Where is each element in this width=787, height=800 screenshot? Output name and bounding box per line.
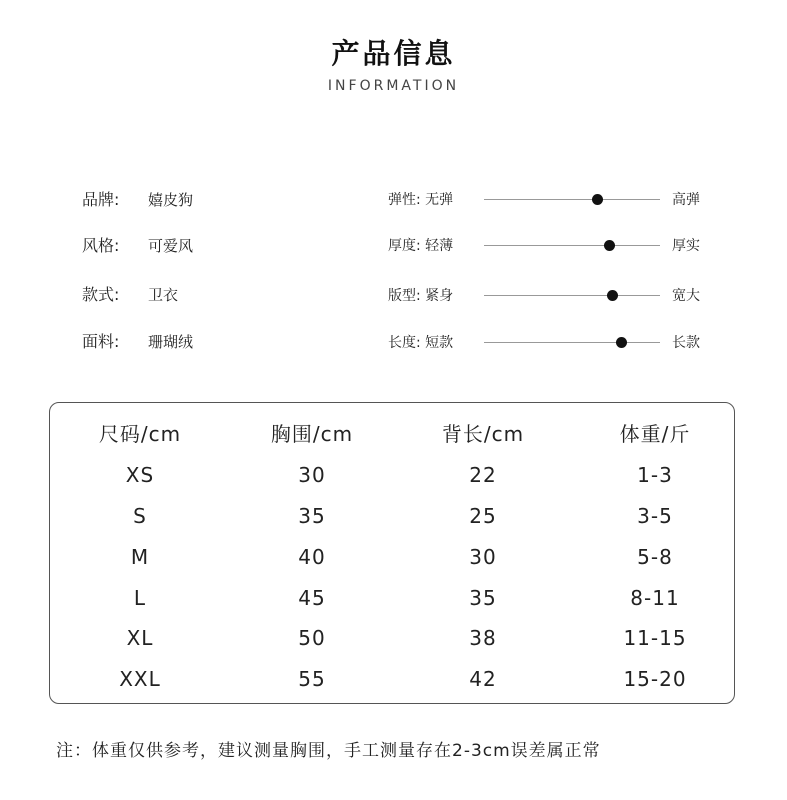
table-header-cell: 尺码/cm <box>98 422 182 446</box>
table-cell: M <box>130 545 150 569</box>
table-cell: 22 <box>469 463 497 487</box>
table-cell: 15-20 <box>623 667 687 691</box>
scale-max-label: 长款 <box>672 335 700 351</box>
attribute-key: 品牌: <box>82 190 120 209</box>
table-header-cell: 体重/斤 <box>619 422 691 446</box>
table-cell: 38 <box>469 626 497 650</box>
scale-track <box>484 342 660 343</box>
attribute-style <box>82 234 193 258</box>
table-header-row <box>50 419 736 449</box>
scale-max-label: 宽大 <box>672 288 700 304</box>
attribute-value: 嬉皮狗 <box>148 191 194 209</box>
table-cell: 8-11 <box>630 586 680 610</box>
scale-indicator-dot <box>604 240 615 251</box>
scale-max-label: 高弹 <box>672 192 700 208</box>
table-cell: 3-5 <box>637 504 673 528</box>
attribute-value: 珊瑚绒 <box>148 333 194 351</box>
table-row <box>50 664 736 694</box>
table-row <box>50 623 736 653</box>
table-cell: S <box>133 504 147 528</box>
table-cell: 11-15 <box>623 626 687 650</box>
table-cell: L <box>133 586 147 610</box>
attribute-key: 款式: <box>82 285 120 304</box>
table-cell: XS <box>125 463 155 487</box>
table-cell: 35 <box>298 504 326 528</box>
table-cell: 1-3 <box>637 463 673 487</box>
table-header-cell: 胸围/cm <box>270 422 354 446</box>
attribute-key: 风格: <box>82 236 120 255</box>
attribute-brand <box>82 188 193 212</box>
scale-indicator-dot <box>607 290 618 301</box>
table-cell: 42 <box>469 667 497 691</box>
table-cell: 5-8 <box>637 545 673 569</box>
table-cell: 30 <box>469 545 497 569</box>
table-cell: 40 <box>298 545 326 569</box>
table-cell: 30 <box>298 463 326 487</box>
page-subtitle: INFORMATION <box>327 78 460 94</box>
scale-track <box>484 295 660 296</box>
table-header-cell: 背长/cm <box>441 422 525 446</box>
attribute-value: 卫衣 <box>148 286 179 304</box>
scale-thickness <box>388 234 718 258</box>
table-row <box>50 583 736 613</box>
scale-length <box>388 331 718 355</box>
table-cell: XXL <box>119 667 161 691</box>
table-cell: 25 <box>469 504 497 528</box>
size-table <box>49 402 735 704</box>
attribute-value: 可爱风 <box>148 237 194 255</box>
scale-label: 版型: 紧身 <box>388 288 454 304</box>
table-cell: 55 <box>298 667 326 691</box>
scale-label: 弹性: 无弹 <box>388 192 454 208</box>
scale-max-label: 厚实 <box>672 238 700 254</box>
table-row <box>50 542 736 572</box>
scale-elasticity <box>388 188 718 212</box>
scale-track <box>484 199 660 200</box>
scale-label: 长度: 短款 <box>388 335 454 351</box>
scale-fit <box>388 284 718 308</box>
table-cell: 45 <box>298 586 326 610</box>
table-cell: XL <box>126 626 154 650</box>
table-cell: 50 <box>298 626 326 650</box>
scale-indicator-dot <box>616 337 627 348</box>
table-cell: 35 <box>469 586 497 610</box>
scale-indicator-dot <box>592 194 603 205</box>
scale-track <box>484 245 660 246</box>
table-row <box>50 460 736 490</box>
attribute-fabric <box>82 330 193 354</box>
attribute-type <box>82 283 178 307</box>
footnote: 注：体重仅供参考，建议测量胸围，手工测量存在2-3cm误差属正常 <box>56 741 601 761</box>
table-row <box>50 501 736 531</box>
page-title: 产品信息 <box>331 37 456 70</box>
scale-label: 厚度: 轻薄 <box>388 238 454 254</box>
attribute-key: 面料: <box>82 332 120 351</box>
